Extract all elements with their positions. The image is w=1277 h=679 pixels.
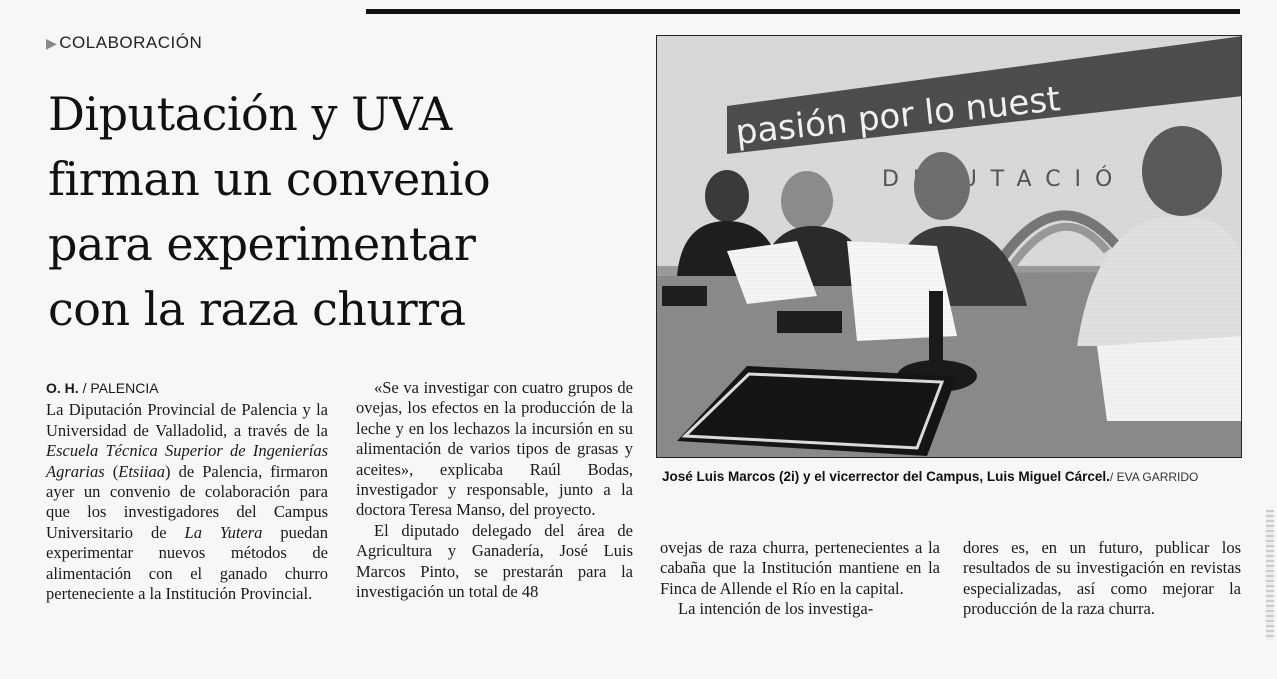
photo-illustration [657,36,1242,458]
campus-name: La Yutera [184,522,263,542]
headline-line-2: firman un convenio [48,152,491,206]
byline-author: O. H. [46,380,79,396]
paragraph: dores es, en un futuro, publicar los resultados de su investigación en revistas especializadas, así como mejorar la producción de la raza churra. [963,538,1241,619]
paragraph: La intención de los investiga- [678,599,874,619]
byline [46,378,328,398]
text-run: ) de Palencia, firmaron ayer un convenio de colaboración para que los investigadores del Campus Universitario de [46,461,328,542]
scan-edge [1266,510,1274,640]
triangle-icon: ▶ [46,35,58,51]
text-run: ( [104,461,119,481]
paragraph: ovejas de raza churra, pertenecientes a la cabaña que la Institución mantiene en la Finca de Allende el Río en la capital. [660,538,940,598]
top-rule [366,9,1240,14]
text-run: puedan experimentar nuevos métodos de alimentación con el ganado churro perteneciente a la Institución Provincial. [46,522,328,604]
photo-caption [662,469,1242,484]
byline-location: / PALENCIA [82,380,159,396]
news-photo [656,35,1242,458]
section-label [46,33,202,53]
headline-line-1: Diputación y UVA [48,87,452,141]
article-column-3 [660,538,940,620]
headline [48,82,648,342]
headline-line-4: con la raza churra [48,282,466,336]
paragraph [46,400,328,604]
headline-line-3: para experimentar [48,217,476,271]
school-acronym: Etsiiaa [118,461,166,481]
article-column-4 [963,538,1241,620]
section-text: COLABORACIÓN [59,33,203,52]
school-name: Escuela Técnica Superior de Ingenierías Agrarias [46,441,328,481]
paragraph: El diputado delegado del área de Agricultura y Ganadería, José Luis Marcos Pinto, se prestarán para la investigación un total de 48 [356,520,633,602]
text-run: La Diputación Provincial de Palencia y la Universidad de Valladolid, a través de la [46,400,328,440]
article-column-2 [356,378,633,602]
paragraph: «Se va investigar con cuatro grupos de ovejas, los efectos en la producción de la leche y en los lechazos la incursión en su alimentación de varios tipos de grasas y aceites», explicaba Raúl Bodas, investigador y responsable, junto a la doctora Teresa Manso, del proyecto. [356,378,633,520]
photo-credit: / EVA GARRIDO [1109,470,1199,484]
article-column-1 [46,378,328,604]
caption-text: José Luis Marcos (2i) y el vicerrector del Campus, Luis Miguel Cárcel. [662,469,1110,484]
